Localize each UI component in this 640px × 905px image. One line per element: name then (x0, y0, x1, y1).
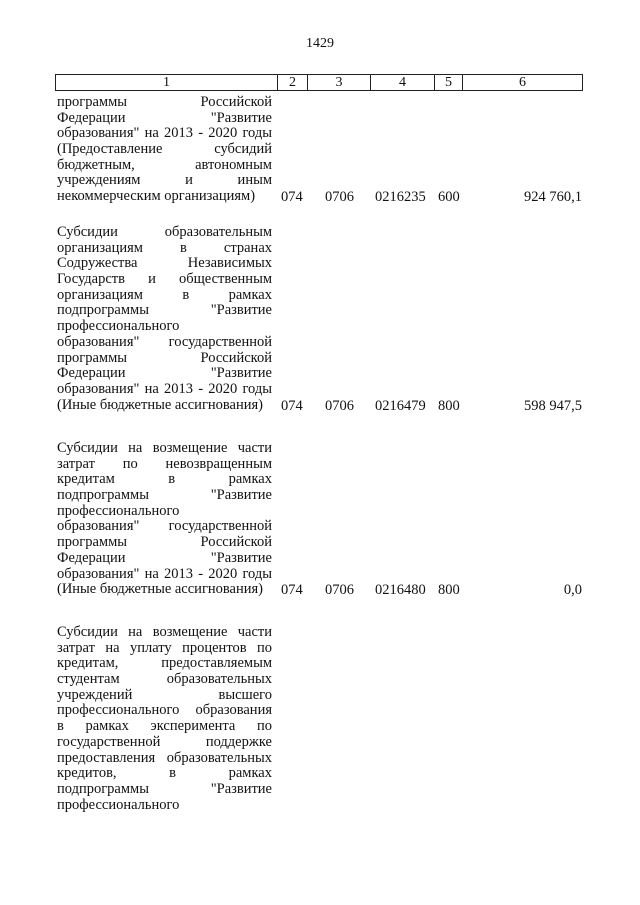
description-line: профессионального (57, 502, 180, 519)
header-col-4: 4 (371, 75, 435, 90)
header-col-3: 3 (308, 75, 371, 90)
description-line: образования" на 2013 - 2020 годы (57, 125, 272, 142)
description-line: государственной поддержке (57, 733, 272, 750)
target-code: 0216479 (375, 397, 426, 414)
header-col-6: 6 (519, 75, 526, 90)
description-line: образования" на 2013 - 2020 годы (57, 380, 272, 397)
description-line: затрат на уплату процентов по (57, 639, 272, 656)
expense-type-code: 600 (438, 189, 460, 206)
header-col-1: 1 (56, 75, 278, 90)
description-line: программы Российской (57, 349, 272, 366)
description-line: образования" государственной (57, 333, 272, 350)
description-line: студентам образовательных (57, 671, 272, 688)
description-line: бюджетным, автономным (57, 156, 272, 173)
description-line: организациям в рамках (57, 286, 272, 303)
section-code: 074 (281, 582, 303, 599)
description-line: кредитам, предоставляемым (57, 655, 272, 672)
description-line: профессионального образования (57, 702, 272, 719)
description-line: профессионального (57, 796, 180, 813)
description-line: подпрограммы "Развитие (57, 780, 272, 797)
description-line: подпрограммы "Развитие (57, 302, 272, 319)
section-code: 074 (281, 397, 303, 414)
description-line: Государств и общественным (57, 271, 272, 288)
page-number: 1429 (306, 36, 334, 51)
amount-value: 0,0 (563, 582, 582, 599)
description-line: Субсидии на возмещение части (57, 624, 272, 640)
expense-type-code: 800 (438, 397, 460, 414)
expense-type-code: 800 (438, 582, 460, 599)
description-line: учреждениям и иным (57, 172, 272, 189)
row-description (57, 625, 272, 813)
row-description (57, 95, 272, 205)
description-line: программы Российской (57, 534, 272, 551)
description-line: Субсидии на возмещение части (57, 440, 272, 456)
description-line: (Иные бюджетные ассигнования) (57, 396, 264, 413)
description-line: Федерации "Развитие (57, 365, 272, 382)
description-line: кредитов, в рамках (57, 765, 272, 782)
description-line: некоммерческим организациям) (57, 188, 256, 205)
header-col-5: 5 (435, 75, 463, 90)
description-line: (Иные бюджетные ассигнования) (57, 581, 264, 598)
row-description (57, 225, 272, 413)
header-col-2: 2 (278, 75, 308, 90)
description-line: Содружества Независимых (57, 255, 272, 272)
description-line: в рамках эксперимента по (57, 718, 272, 735)
description-line: затрат по невозвращенным (57, 455, 272, 472)
target-code: 0216480 (375, 582, 426, 599)
description-line: подпрограммы "Развитие (57, 487, 272, 504)
description-line: Субсидии образовательным (57, 224, 272, 240)
row-description (57, 441, 272, 598)
table-header (55, 74, 583, 91)
target-code: 0216235 (375, 189, 426, 206)
description-line: предоставления образовательных (57, 749, 272, 766)
description-line: образования" на 2013 - 2020 годы (57, 565, 272, 582)
description-line: программы Российской (57, 94, 272, 110)
amount-value: 598 947,5 (524, 397, 582, 414)
section-code: 074 (281, 189, 303, 206)
description-line: образования" государственной (57, 518, 272, 535)
amount-value: 924 760,1 (524, 189, 582, 206)
description-line: Федерации "Развитие (57, 109, 272, 126)
description-line: (Предоставление субсидий (57, 141, 272, 158)
subsection-code: 0706 (325, 189, 354, 206)
subsection-code: 0706 (325, 397, 354, 414)
subsection-code: 0706 (325, 582, 354, 599)
description-line: Федерации "Развитие (57, 549, 272, 566)
description-line: профессионального (57, 318, 180, 335)
description-line: учреждений высшего (57, 686, 272, 703)
description-line: организациям в странах (57, 239, 272, 256)
description-line: кредитам в рамках (57, 471, 272, 488)
